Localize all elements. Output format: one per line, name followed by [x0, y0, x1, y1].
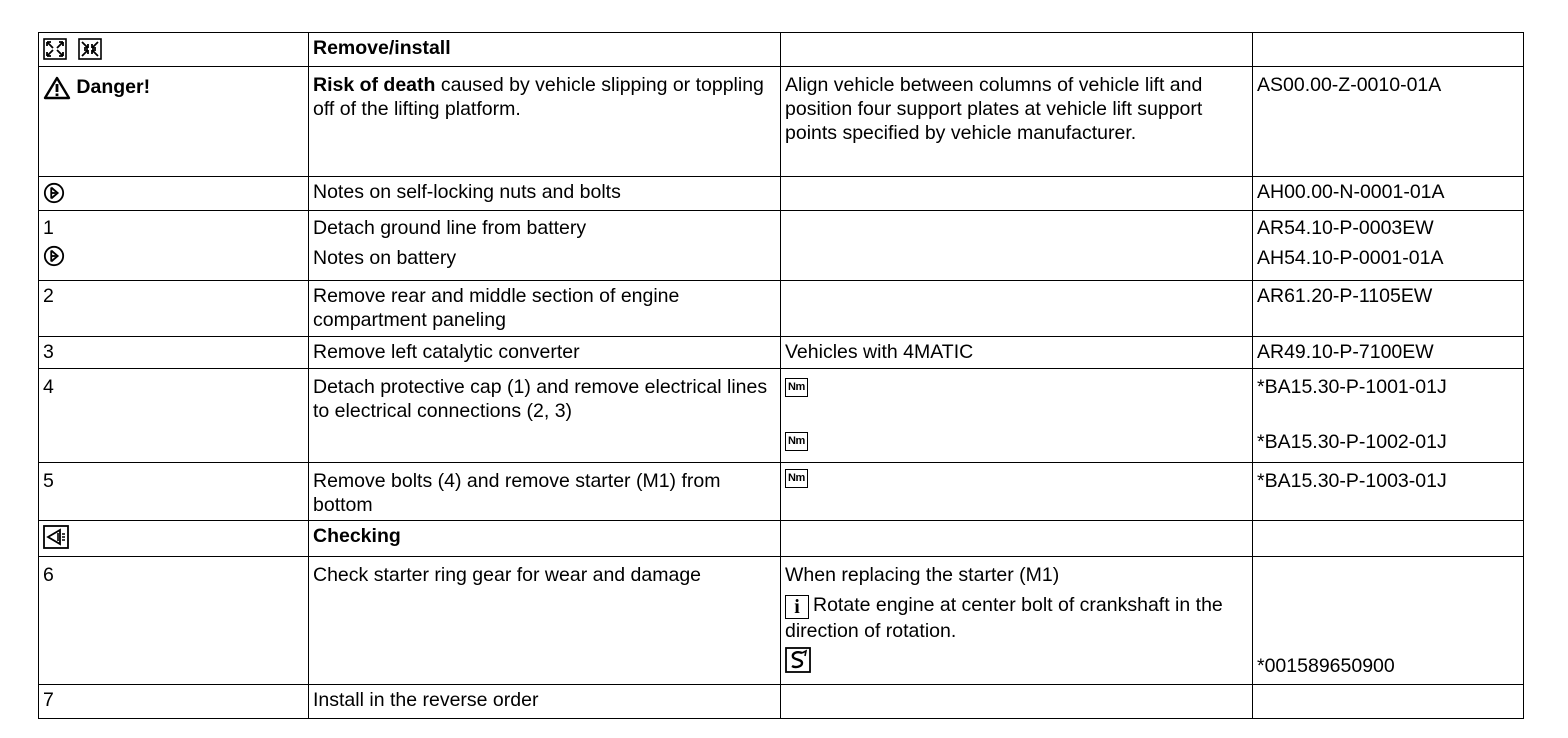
remove-icon	[43, 38, 67, 60]
step-text-cell	[309, 463, 781, 521]
note-text-cell	[309, 177, 781, 211]
step-number-cell	[39, 557, 309, 685]
reference-link[interactable]: *BA15.30-P-1002-01J	[1257, 431, 1447, 453]
info-text: Rotate engine at center bolt of crankshaft in the direction of rotation.	[785, 594, 1223, 642]
reference-cell	[1253, 369, 1524, 463]
empty-cell	[1253, 521, 1524, 557]
checking-icon-cell	[39, 521, 309, 557]
reference-link[interactable]: AR54.10-P-0003EW	[1257, 217, 1434, 239]
table-row	[39, 369, 1524, 463]
remove-install-title: Remove/install	[313, 37, 451, 59]
note-circle-arrow-icon	[43, 182, 65, 204]
risk-text: caused by vehicle slipping or toppling off of the lifting platform.	[313, 74, 764, 120]
step-number-cell	[39, 281, 309, 337]
step-number-cell	[39, 211, 309, 281]
step-text: Remove left catalytic converter	[313, 341, 580, 363]
warning-triangle-icon	[43, 76, 71, 100]
reference-link[interactable]: AR61.20-P-1105EW	[1257, 285, 1433, 307]
checking-title: Checking	[313, 525, 401, 547]
step-number-cell	[39, 337, 309, 369]
step-number: 3	[43, 341, 54, 363]
table-row	[39, 463, 1524, 521]
reference-cell	[1253, 557, 1524, 685]
reference-cell	[1253, 177, 1524, 211]
table-row	[39, 281, 1524, 337]
risk-bold-text: Risk of death	[313, 74, 436, 96]
step-note-text: Notes on battery	[313, 247, 457, 269]
empty-cell	[781, 211, 1253, 281]
step-condition: When replacing the starter (M1)	[785, 564, 1060, 586]
reference-cell	[1253, 281, 1524, 337]
step-number-cell	[39, 685, 309, 719]
step-number-cell	[39, 463, 309, 521]
note-icon-cell	[39, 177, 309, 211]
step-text-cell	[309, 369, 781, 463]
reference-link[interactable]: *BA15.30-P-1003-01J	[1257, 470, 1447, 492]
note-circle-arrow-icon	[43, 245, 65, 267]
risk-cell	[309, 67, 781, 177]
table-row	[39, 177, 1524, 211]
step-text: Remove bolts (4) and remove starter (M1) from bottom	[313, 470, 721, 516]
empty-cell	[781, 685, 1253, 719]
torque-nm-icon[interactable]: Nm	[785, 432, 808, 451]
step-text: Remove rear and middle section of engine compartment paneling	[313, 285, 680, 331]
reference-link[interactable]: AH00.00-N-0001-01A	[1257, 181, 1445, 203]
procedure-table	[38, 32, 1524, 719]
step-text: Detach ground line from battery	[313, 217, 587, 239]
step-text: Detach protective cap (1) and remove electrical lines to electrical connections (2, 3)	[313, 376, 768, 422]
step-number-cell	[39, 369, 309, 463]
step-number: 2	[43, 285, 54, 307]
tool-reference-link[interactable]: *001589650900	[1257, 655, 1395, 677]
reference-cell	[1253, 67, 1524, 177]
condition-cell	[781, 557, 1253, 685]
section-title	[309, 521, 781, 557]
reference-link[interactable]: AH54.10-P-0001-01A	[1257, 247, 1444, 269]
step-text: Check starter ring gear for wear and damage	[313, 564, 702, 586]
torque-nm-icon[interactable]: Nm	[785, 378, 808, 397]
step-number: 1	[43, 217, 54, 239]
table-row	[39, 521, 1524, 557]
step-text-cell	[309, 281, 781, 337]
step-number: 6	[43, 564, 54, 586]
remove-install-icons-cell	[39, 33, 309, 67]
checking-icon	[43, 525, 69, 549]
install-icon	[78, 38, 102, 60]
step-text-cell	[309, 557, 781, 685]
table-row	[39, 67, 1524, 177]
torque-nm-icon[interactable]: Nm	[785, 469, 808, 488]
reference-link[interactable]: AR49.10-P-7100EW	[1257, 341, 1434, 363]
empty-cell	[781, 521, 1253, 557]
empty-cell	[1253, 33, 1524, 67]
step-text-cell	[309, 685, 781, 719]
reference-link[interactable]: AS00.00-Z-0010-01A	[1257, 74, 1442, 96]
table-row	[39, 685, 1524, 719]
empty-cell	[781, 177, 1253, 211]
torque-cell	[781, 463, 1253, 521]
table-row	[39, 211, 1524, 281]
notes-nuts-text: Notes on self-locking nuts and bolts	[313, 181, 621, 203]
condition-cell	[781, 337, 1253, 369]
table-row	[39, 557, 1524, 685]
section-title	[309, 33, 781, 67]
step-number: 5	[43, 470, 54, 492]
danger-label: Danger!	[76, 76, 151, 98]
reference-cell	[1253, 463, 1524, 521]
danger-cell	[39, 67, 309, 177]
reference-cell	[1253, 337, 1524, 369]
special-tool-icon[interactable]	[785, 647, 811, 673]
step-condition: Vehicles with 4MATIC	[785, 341, 974, 363]
info-note	[785, 593, 1248, 643]
reference-link[interactable]: *BA15.30-P-1001-01J	[1257, 376, 1447, 398]
empty-cell	[1253, 685, 1524, 719]
torque-cell	[781, 369, 1253, 463]
step-text: Install in the reverse order	[313, 689, 539, 711]
info-icon: i	[785, 595, 809, 619]
empty-cell	[781, 33, 1253, 67]
reference-cell	[1253, 211, 1524, 281]
empty-cell	[781, 281, 1253, 337]
step-text-cell	[309, 337, 781, 369]
table-row	[39, 337, 1524, 369]
step-text-cell	[309, 211, 781, 281]
danger-instruction: Align vehicle between columns of vehicle lift and position four support plates at vehicle lift support points specified by vehicle manufacturer.	[785, 74, 1203, 144]
step-number: 4	[43, 376, 54, 398]
step-number: 7	[43, 689, 54, 711]
table-row	[39, 33, 1524, 67]
instruction-cell	[781, 67, 1253, 177]
